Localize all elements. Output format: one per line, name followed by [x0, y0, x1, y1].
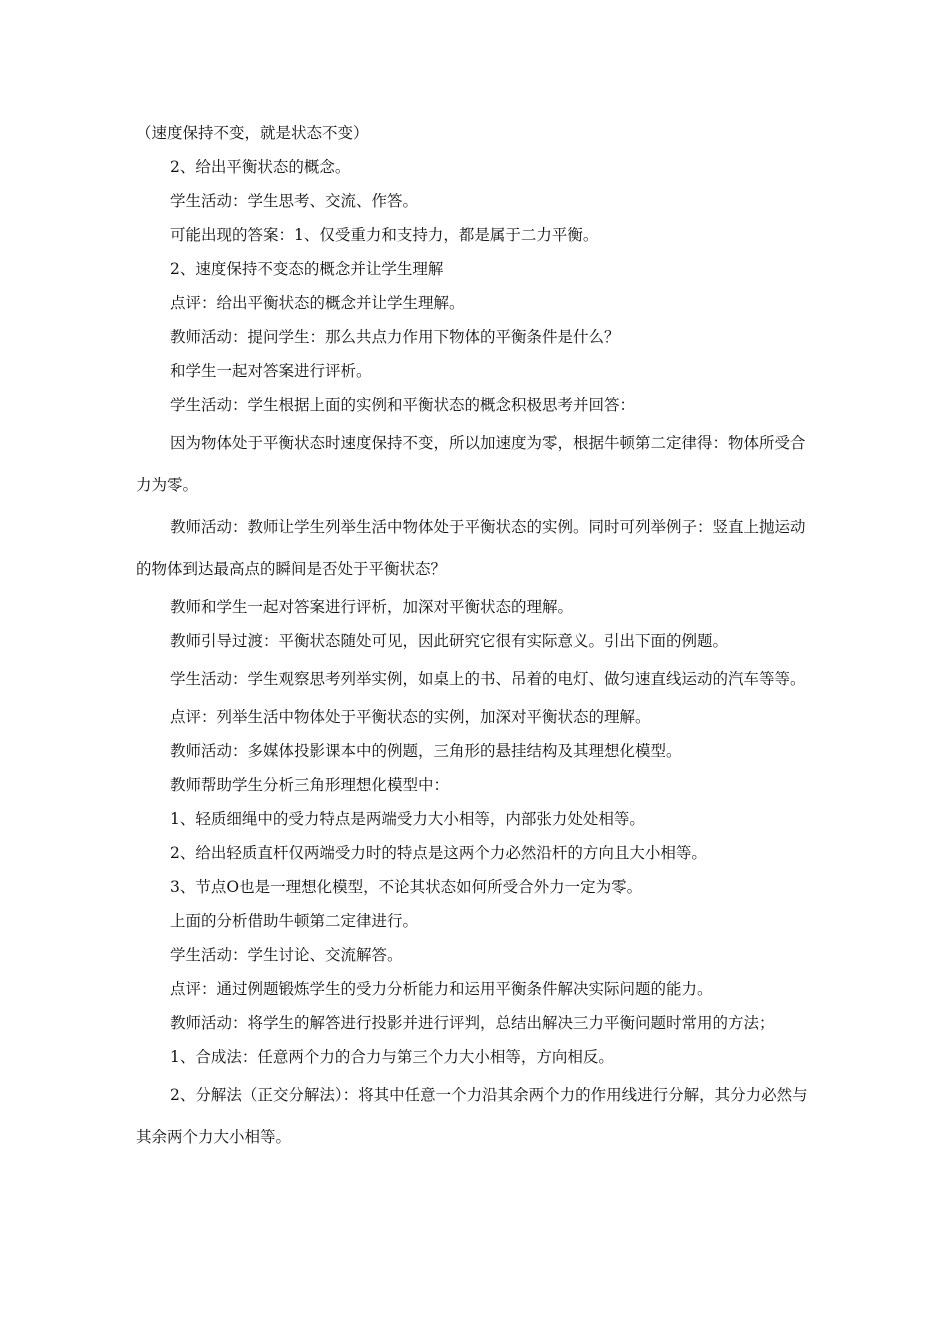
- paragraph: 因为物体处于平衡状态时速度保持不变，所以加速度为零，根据牛顿第二定律得：物体所受合力为零。: [136, 434, 806, 494]
- paragraph: 3、节点O也是一理想化模型，不论其状态如何所受合外力一定为零。: [170, 878, 643, 896]
- paragraph: 2、分解法（正交分解法）：将其中任意一个力沿其余两个力的作用线进行分解，其分力必然与其余两个力大小相等。: [136, 1086, 808, 1146]
- paragraph: 点评：列举生活中物体处于平衡状态的实例，加深对平衡状态的理解。: [170, 708, 651, 726]
- paragraph: 点评：通过例题锻炼学生的受力分析能力和运用平衡条件解决实际问题的能力。: [170, 980, 713, 998]
- paragraph: 教师引导过渡：平衡状态随处可见，因此研究它很有实际意义。引出下面的例题。: [170, 632, 729, 650]
- paragraph: 可能出现的答案：1、仅受重力和支持力，都是属于二力平衡。: [170, 226, 599, 244]
- paragraph: 教师活动：多媒体投影课本中的例题，三角形的悬挂结构及其理想化模型。: [170, 742, 682, 760]
- paragraph: 教师活动：将学生的解答进行投影并进行评判，总结出解决三力平衡问题时常用的方法；: [170, 1014, 775, 1032]
- paragraph: 2、给出轻质直杆仅两端受力时的特点是这两个力必然沿杆的方向且大小相等。: [170, 844, 707, 862]
- paragraph: 学生活动：学生讨论、交流解答。: [170, 946, 403, 964]
- paragraph: 1、合成法：任意两个力的合力与第三个力大小相等，方向相反。: [170, 1048, 614, 1066]
- paragraph: 点评：给出平衡状态的概念并让学生理解。: [170, 294, 465, 312]
- paragraph: 学生活动：学生思考、交流、作答。: [170, 192, 419, 210]
- paragraph: 学生活动：学生根据上面的实例和平衡状态的概念积极思考并回答：: [170, 396, 636, 414]
- paragraph: 学生活动：学生观察思考列举实例，如桌上的书、吊着的电灯、做匀速直线运动的汽车等等。: [170, 670, 806, 688]
- paragraph: 教师活动：教师让学生列举生活中物体处于平衡状态的实例。同时可列举例子：竖直上抛运动的物体到达最高点的瞬间是否处于平衡状态？: [136, 518, 806, 578]
- paragraph: 2、给出平衡状态的概念。: [170, 158, 351, 176]
- paragraph: 2、速度保持不变态的概念并让学生理解: [170, 260, 444, 278]
- document-body: [136, 116, 816, 1158]
- paragraph: 和学生一起对答案进行评析。: [170, 362, 372, 380]
- paragraph: （速度保持不变，就是状态不变）: [136, 124, 369, 142]
- paragraph: 教师帮助学生分析三角形理想化模型中：: [170, 776, 450, 794]
- paragraph: 教师活动：提问学生：那么共点力作用下物体的平衡条件是什么？: [170, 328, 620, 346]
- paragraph: 教师和学生一起对答案进行评析，加深对平衡状态的理解。: [170, 598, 574, 616]
- paragraph: 1、轻质细绳中的受力特点是两端受力大小相等，内部张力处处相等。: [170, 810, 645, 828]
- paragraph: 上面的分析借助牛顿第二定律进行。: [170, 912, 419, 930]
